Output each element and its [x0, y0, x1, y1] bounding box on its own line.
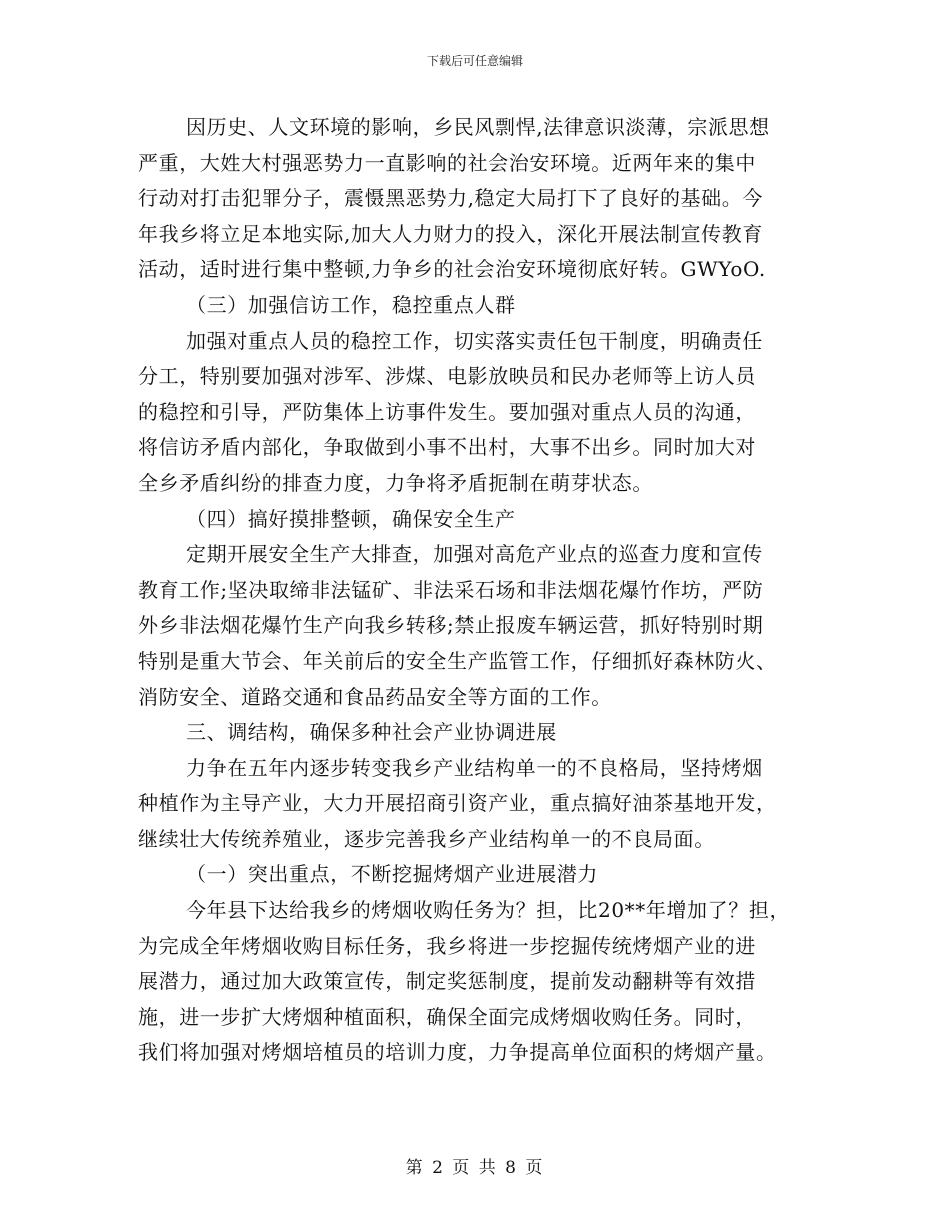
body-line: 教育工作;坚决取缔非法锰矿、非法采石场和非法烟花爆竹作坊，严防 [138, 577, 764, 602]
body-line: 活动，适时进行集中整顿,力争乡的社会治安环境彻底好转。GWYoO. [138, 257, 766, 282]
body-line: 施，进一步扩大烤烟种植面积，确保全面完成烤烟收购任务。同时， [138, 1004, 756, 1029]
section-heading: （四）搞好摸排整顿，确保安全生产 [186, 506, 516, 531]
page-number: 第 2 页 共 8 页 [405, 1158, 545, 1178]
body-line: 消防安全、道路交通和食品药品安全等方面的工作。 [138, 684, 612, 709]
document-body [138, 110, 818, 1071]
body-line: 因历史、人文环境的影响，乡民风剽悍,法律意识淡薄，宗派思想 [186, 115, 770, 139]
body-line: 严重，大姓大村强恶势力一直影响的社会治安环境。近两年来的集中 [138, 150, 756, 175]
section-heading: 三、调结构，确保多种社会产业协调进展 [186, 720, 557, 745]
body-line: 行动对打击犯罪分子，震慑黑恶势力,稳定大局打下了良好的基础。今 [138, 186, 763, 211]
body-line: 我们将加强对烤烟培植员的培训力度，力争提高单位面积的烤烟产量。 [138, 1040, 777, 1065]
body-line: 特别是重大节会、年关前后的安全生产监管工作，仔细抓好森林防火、 [138, 648, 777, 673]
body-line: 外乡非法烟花爆竹生产向我乡转移;禁止报废车辆运营，抓好特别时期 [138, 613, 764, 638]
body-line: 的稳控和引导，严防集体上访事件发生。要加强对重点人员的沟通， [138, 399, 756, 424]
body-line: 种植作为主导产业，大力开展招商引资产业，重点搞好油茶基地开发， [138, 791, 777, 816]
body-line: 年我乡将立足本地实际,加大人力财力的投入，深化开展法制宣传教育 [138, 221, 763, 246]
section-heading: （三）加强信访工作，稳控重点人群 [186, 292, 516, 317]
body-line: 将信访矛盾内部化，争取做到小事不出村，大事不出乡。同时加大对 [138, 435, 756, 460]
body-line: 为完成全年烤烟收购目标任务，我乡将进一步挖掘传统烤烟产业的进 [138, 933, 756, 958]
body-line: 今年县下达给我乡的烤烟收购任务为？担，比20**年增加了？担， [186, 898, 791, 923]
page-header: 下载后可任意编辑 [426, 54, 523, 68]
body-line: 定期开展安全生产大排查，加强对高危产业点的巡查力度和宣传 [186, 542, 763, 567]
body-line: 继续壮大传统养殖业，逐步完善我乡产业结构单一的不良局面。 [138, 826, 715, 851]
body-line: 分工，特别要加强对涉军、涉煤、电影放映员和民办老师等上访人员 [138, 364, 756, 389]
body-line: 展潜力，通过加大政策宣传，制定奖惩制度，提前发动翻耕等有效措 [138, 969, 756, 994]
body-line: 加强对重点人员的稳控工作，切实落实责任包干制度，明确责任 [186, 328, 763, 353]
body-line: 全乡矛盾纠纷的排查力度，力争将矛盾扼制在萌芽状态。 [138, 470, 653, 495]
section-heading: （一）突出重点，不断挖掘烤烟产业进展潜力 [186, 862, 598, 887]
body-line: 力争在五年内逐步转变我乡产业结构单一的不良格局，坚持烤烟 [186, 755, 763, 780]
